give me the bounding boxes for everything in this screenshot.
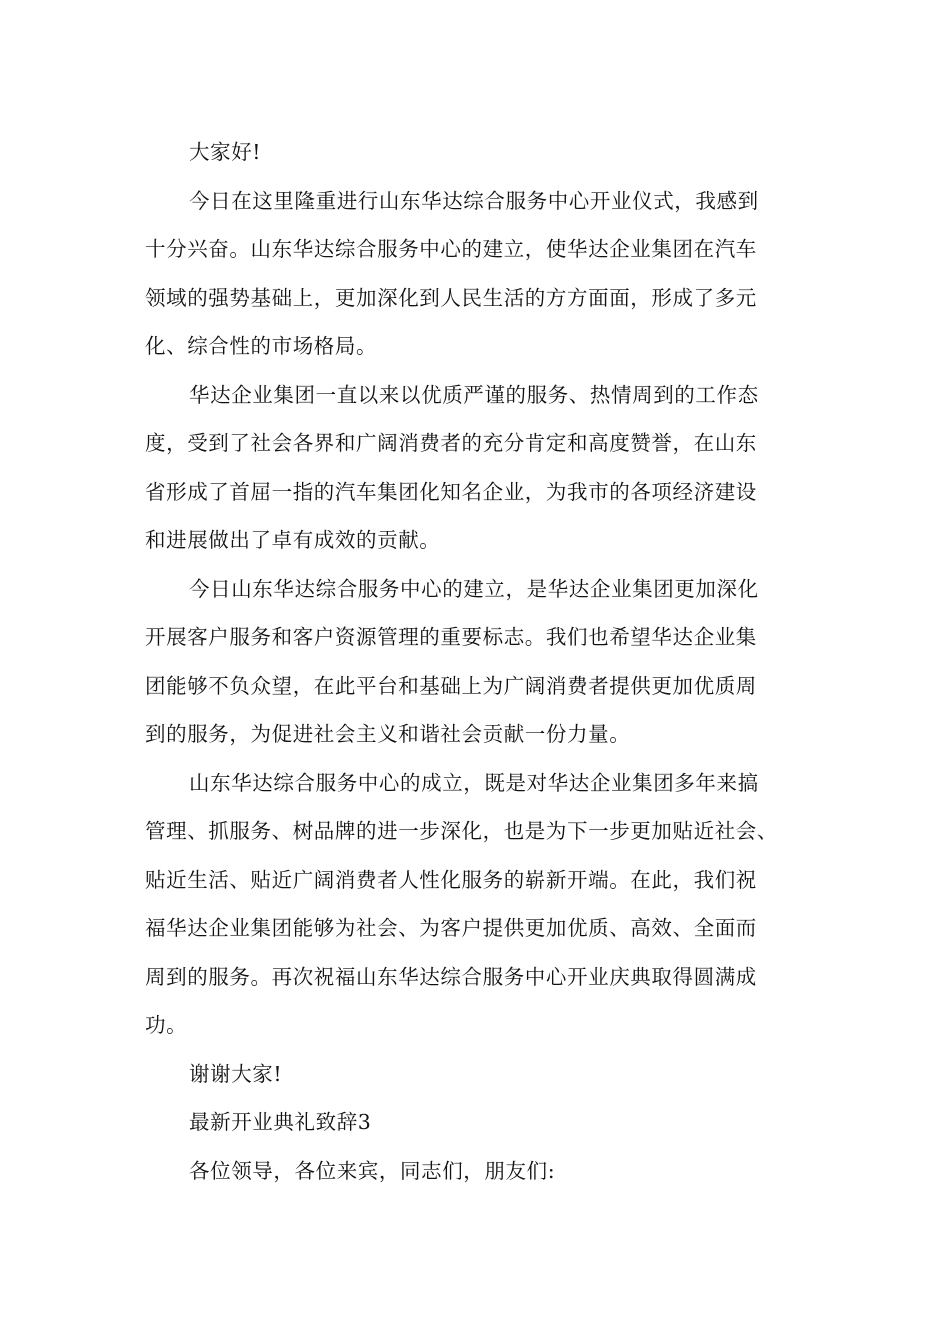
paragraph-line: 领域的强势基础上，更加深化到人民生活的方方面面，形成了多元 [145,285,757,310]
salutation-line: 各位领导，各位来宾，同志们，朋友们: [189,1158,556,1183]
paragraph-line: 团能够不负众望，在此平台和基础上为广阔消费者提供更加优质周 [145,673,757,698]
paragraph-line: 化、综合性的市场格局。 [145,334,378,358]
document-body [145,128,810,1195]
paragraph-line: 贴近生活、贴近广阔消费者人性化服务的崭新开端。在此，我们祝 [145,867,757,892]
thanks-line: 谢谢大家! [189,1061,283,1086]
paragraph-line: 福华达企业集团能够为社会、为客户提供更加优质、高效、全面而 [145,916,757,940]
paragraph-line: 开展客户服务和客户资源管理的重要标志。我们也希望华达企业集 [145,625,757,649]
paragraph-line: 管理、抓服务、树品牌的进一步深化，也是为下一步更加贴近社会、 [145,819,778,843]
paragraph-3 [145,565,810,759]
paragraph-line: 山东华达综合服务中心的成立，既是对华达企业集团多年来搞 [189,770,759,795]
paragraph-line: 华达企业集团一直以来以优质严谨的服务、热情周到的工作态 [189,382,759,407]
paragraph-line: 周到的服务。再次祝福山东华达综合服务中心开业庆典取得圆满成 [145,964,757,989]
paragraph-4 [145,759,810,1050]
paragraph-line: 到的服务，为促进社会主义和谐社会贡献一份力量。 [145,722,631,746]
greeting-line: 大家好! [189,140,262,164]
paragraph-line: 省形成了首屈一指的汽车集团化知名企业，为我市的各项经济建设 [145,479,757,504]
paragraph-line: 今日山东华达综合服务中心的建立，是华达企业集团更加深化 [189,576,759,601]
paragraph-line: 十分兴奋。山东华达综合服务中心的建立，使华达企业集团在汽车 [145,237,757,261]
paragraph-2 [145,371,810,565]
paragraph-line: 今日在这里隆重进行山东华达综合服务中心开业仪式，我感到 [189,188,759,213]
paragraph-line: 度，受到了社会各界和广阔消费者的充分肯定和高度赞誉，在山东 [145,431,757,455]
paragraph-line: 功。 [145,1013,188,1037]
paragraph-line: 和进展做出了卓有成效的贡献。 [145,528,441,552]
paragraph-1 [145,177,810,371]
section-title: 最新开业典礼致辞3 [189,1110,372,1134]
